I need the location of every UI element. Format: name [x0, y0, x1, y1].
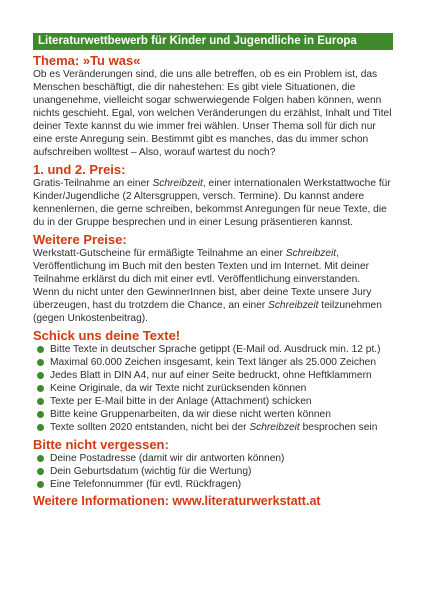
- list-item: Deine Postadresse (damit wir dir antworten können): [33, 452, 393, 465]
- list-item: Jedes Blatt in DIN A4, nur auf einer Seite bedruckt, ohne Heftklammern: [33, 369, 393, 382]
- more-prizes-text-1: Werkstatt-Gutscheine für ermäßigte Teilnahme an einer Schreibzeit, Veröffentlichung im Buch mit den besten Texten und im Internet. Mit deiner Teilnahme erklärst du dich mit einer evtl. Veröffentlichung einverstanden.: [33, 248, 370, 285]
- bullet-icon: [37, 424, 44, 431]
- send-rules-list: [33, 343, 393, 434]
- flyer-page: [33, 33, 393, 509]
- list-item: Keine Originale, da wir Texte nicht zurücksenden können: [33, 382, 393, 395]
- prize-1-2-text: Gratis-Teilnahme an einer Schreibzeit, einer internationalen Werkstattwoche für Kinder/Jugendliche (2 Altersgruppen, versch. Termine). Du kannst andere kennenlernen, die gerne schreiben, bekommst Anregungen für neue Texte, die du in der Gruppe besprechen und in einer Lesung präsentieren kannst.: [33, 178, 391, 228]
- bullet-icon: [37, 385, 44, 392]
- more-prizes-text-2: Wenn du nicht unter den GewinnerInnen bist, aber deine Texte unsere Jury überzeugen, hast du trotzdem die Chance, an einer Schreibzeit teilzunehmen (gegen Unkostenbeitrag).: [33, 287, 382, 324]
- list-item: Bitte Texte in deutscher Sprache getippt (E-Mail od. Ausdruck min. 12 pt.): [33, 343, 393, 356]
- schreibzeit-term: Schreibzeit: [249, 422, 300, 433]
- bullet-icon: [37, 468, 44, 475]
- send-heading: Schick uns deine Texte!: [33, 328, 181, 343]
- more-prizes-heading: Weitere Preise:: [33, 232, 127, 247]
- more-info-link[interactable]: Weitere Informationen: www.literaturwerkstatt.at: [33, 494, 321, 508]
- bullet-icon: [37, 372, 44, 379]
- banner-title: Literaturwettbewerb für Kinder und Jugendliche in Europa: [33, 33, 393, 50]
- bullet-icon: [37, 455, 44, 462]
- list-item: Texte per E-Mail bitte in der Anlage (Attachment) schicken: [33, 395, 393, 408]
- bullet-icon: [37, 359, 44, 366]
- schreibzeit-term: Schreibzeit: [268, 300, 319, 311]
- list-item: Bitte keine Gruppenarbeiten, da wir diese nicht werten können: [33, 408, 393, 421]
- list-item: Eine Telefonnummer (für evtl. Rückfragen): [33, 478, 393, 491]
- list-item: Texte sollten 2020 entstanden, nicht bei der Schreibzeit besprochen sein: [33, 421, 393, 434]
- bullet-icon: [37, 398, 44, 405]
- theme-text: Ob es Veränderungen sind, die uns alle betreffen, ob es ein Problem ist, das Menschen beschäftigt, die dir nahestehen: Es gibt viele Situationen, die unangenehme, vielleicht sogar schwerwiegende Folgen haben können, wenn nichts geschieht. Egal, von welchen Veränderungen du erzählst, Inhalt und Titel deiner Texte kannst du wie immer frei wählen. Unser Thema soll für dich nur eine erste Anregung sein. Bestimmt gibt es manches, das du immer schon aufschreiben wolltest – Also, worauf wartest du noch?: [33, 69, 392, 158]
- bullet-icon: [37, 481, 44, 488]
- schreibzeit-term: Schreibzeit: [152, 178, 203, 189]
- list-item: Dein Geburtsdatum (wichtig für die Wertung): [33, 465, 393, 478]
- prize-1-2-heading: 1. und 2. Preis:: [33, 162, 126, 177]
- remember-heading: Bitte nicht vergessen:: [33, 437, 169, 452]
- theme-heading: Thema: »Tu was«: [33, 53, 141, 68]
- remember-list: [33, 452, 393, 491]
- bullet-icon: [37, 411, 44, 418]
- bullet-icon: [37, 346, 44, 353]
- list-item: Maximal 60.000 Zeichen insgesamt, kein Text länger als 25.000 Zeichen: [33, 356, 393, 369]
- schreibzeit-term: Schreibzeit: [285, 248, 337, 259]
